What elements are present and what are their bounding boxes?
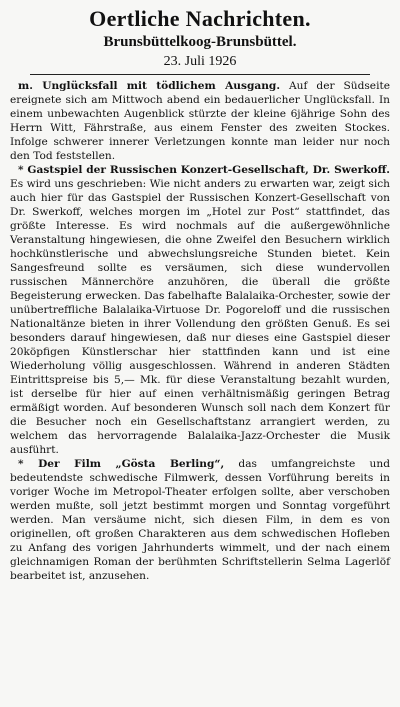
headline: Oertliche Nachrichten.	[89, 6, 311, 31]
article-title: * Der Film „Gösta Berling“,	[18, 458, 225, 470]
subheadline: Brunsbüttelkoog-Brunsbüttel.	[103, 34, 297, 50]
article-accident	[10, 79, 390, 163]
article-film	[10, 457, 390, 583]
article-body: Auf der Südseite ereignete sich am Mittwoch abend ein bedauerlicher Unglücksfall. In einem unbewachten Augenblick stürzte der kleine 6jährige Sohn des Herrn Witt, Fährstraße, aus einem Fenster des zweiten Stockes. Infolge schwerer innerer Verletzungen konnte man leider nur noch den Tod feststellen.	[10, 80, 390, 162]
article-body: das umfangreichste und bedeutendste schwedische Filmwerk, dessen Vorführung bereits in voriger Woche im Metropol-Theater erfolgen sollte, aber verschoben werden mußte, soll jetzt bestimmt morgen und Sonntag vorgeführt werden. Man versäume nicht, sich diesen Film, in dem es von originellen, oft großen Charakteren aus dem schwedischen Hofleben zu Anfang des vorigen Jahrhunderts wimmelt, und der nach einem gleichnamigen Roman der berühmten Schriftstellerin Selma Lagerlöf bearbeitet ist, anzusehen.	[10, 458, 390, 582]
article-concert	[10, 163, 390, 457]
divider-rule	[30, 74, 370, 75]
newspaper-page	[10, 0, 390, 583]
date-line: 23. Juli 1926	[163, 54, 237, 69]
article-title: * Gastspiel der Russischen Konzert-Gesellschaft, Dr. Swerkoff.	[18, 164, 390, 176]
article-title: m. Unglücksfall mit tödlichem Ausgang.	[18, 80, 281, 92]
article-body: Es wird uns geschrieben: Wie nicht anders zu erwarten war, zeigt sich auch hier für das Gastspiel der Russischen Konzert-Gesellschaft von Dr. Swerkoff, welches morgen im „Hotel zur Post“ stattfindet, das größte Interesse. Es wird nochmals auf die außergewöhnliche Veranstaltung hingewiesen, die ohne Zweifel den Besuchern wirklich hochkünstlerische und abwechslungsreiche Stunden bietet. Kein Sangesfreund sollte es versäumen, sich diese wundervollen russischen Männerchöre anzuhören, die überall die größte Begeisterung erwecken. Das fabelhafte Balalaika-Orchester, sowie der unübertreffliche Balalaika-Virtuose Dr. Pogoreloff und die russischen Nationaltänze bieten in ihrer Vollendung den größten Genuß. Es sei besonders darauf hingewiesen, daß nur dieses eine Gastspiel dieser 20köpfigen Künstlerschar hier stattfinden kann und ist eine Wiederholung völlig ausgeschlossen. Während in anderen Städten Eintrittspreise bis 5,— Mk. für diese Veranstaltung bezahlt wurden, ist derselbe für hier auf einen verhältnismäßig geringen Betrag ermäßigt worden. Auf besonderen Wunsch soll nach dem Konzert für die Besucher noch ein Gesellschaftstanz arrangiert werden, zu welchem das hervorragende Balalaika-Jazz-Orchester die Musik ausführt.	[10, 178, 391, 456]
article-list	[10, 79, 390, 583]
